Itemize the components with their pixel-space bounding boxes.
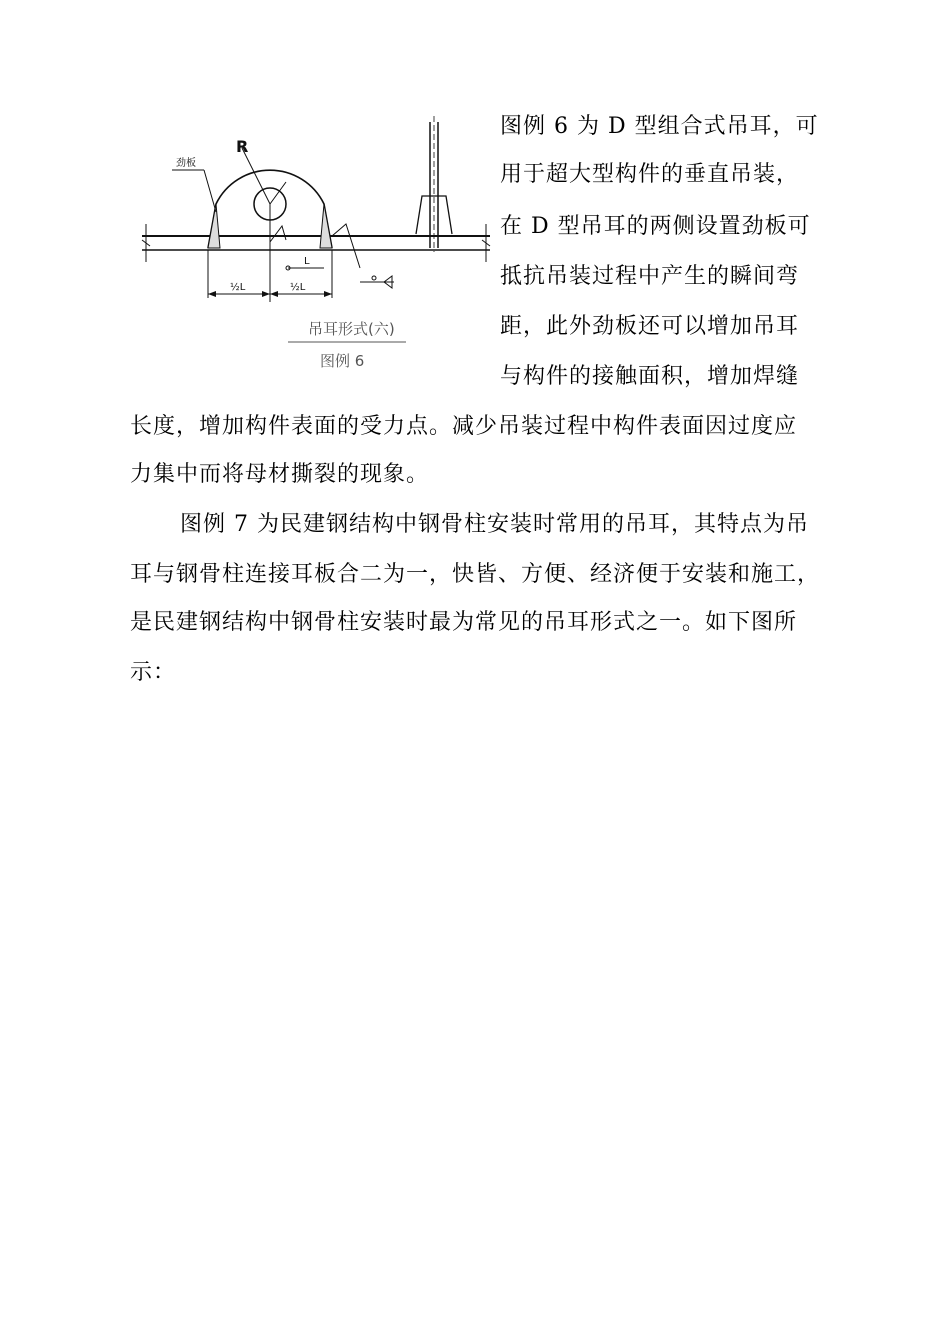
paragraph-line: 示：	[130, 660, 177, 685]
paragraph-line: 耳与钢骨柱连接耳板合二为一，快皆、方便、经济便于安装和施工，	[130, 562, 821, 587]
radius-label: R	[236, 137, 249, 156]
caption-subtitle: 图例 6	[320, 352, 365, 370]
dim-right-label: ½L	[290, 282, 306, 293]
lifting-lug-figure-6	[128, 112, 498, 374]
paragraph-line: 距，此外劲板还可以增加吊耳	[500, 314, 800, 339]
paragraph-line: 在 D 型吊耳的两侧设置劲板可	[500, 214, 811, 239]
dim-left-label: ½L	[230, 282, 246, 293]
stiffener-label: 劲板	[176, 158, 196, 169]
paragraph-line: 用于超大型构件的垂直吊装，	[500, 162, 800, 187]
paragraph-line: 抵抗吊装过程中产生的瞬间弯	[500, 264, 800, 289]
paragraph-line: 是民建钢结构中钢骨柱安装时最为常见的吊耳形式之一。如下图所	[130, 610, 798, 635]
paragraph-line: 与构件的接触面积，增加焊缝	[500, 364, 800, 389]
paragraph-line: 图例 7 为民建钢结构中钢骨柱安装时常用的吊耳，其特点为吊	[180, 512, 809, 537]
paragraph-line: 图例 6 为 D 型组合式吊耳，可	[500, 114, 819, 139]
weld-symbol-1: L	[304, 256, 310, 267]
paragraph-line: 长度，增加构件表面的受力点。减少吊装过程中构件表面因过度应	[130, 414, 798, 439]
paragraph-line: 力集中而将母材撕裂的现象。	[130, 462, 430, 487]
lifting-lug-drawing	[128, 112, 498, 374]
caption-title: 吊耳形式(六)	[308, 320, 395, 338]
